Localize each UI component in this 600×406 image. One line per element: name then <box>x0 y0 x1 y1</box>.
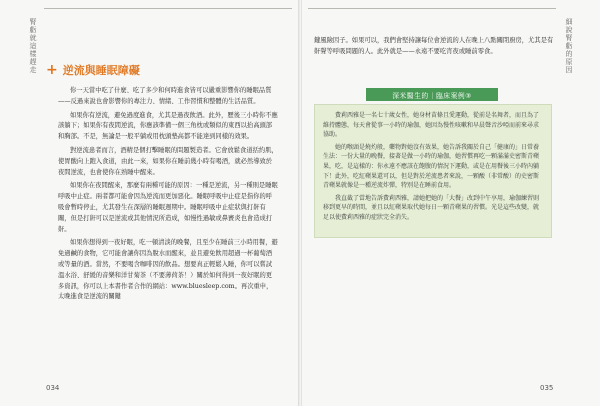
left-paragraph: 如果你有逆流，避免過度進食，尤其是過夜飲酒。此外，歷後三小時你不應該躺下；如果你有夜間逆流，你應該準備一個三角枕或類似的東西以抬高頭部和胸部。不是，無論是一般平躺或用枕頭墊高都不能達到同樣的效果。 <box>58 111 278 141</box>
right-page-number: 035 <box>540 384 554 392</box>
section-title: 逆流與睡眠障礙 <box>62 64 140 77</box>
left-paragraph: 如果你想得到一夜好眠，吃一頓清淡的晚餐，且至少在睡前三小時用餐，避免過鹹的食物，它可能會讓你因為脫水而醒來，並且避免飲用超過一杯葡萄酒或等量的酒。當然，不要喝含咖啡因的飲品。想要真正輕鬆入睡，你可以嘗試溫水浴、舒緩的音樂和洋甘菊茶（不要薄荷茶！）關於如何得到一夜好眠的更多資訊，你可以上本書作者合作的網站：www.bluesleep.com。再次重申，太晚進食是逆流的關鍵 <box>58 239 278 301</box>
right-continuation: 鍵風險因子。如果可以，我們會堅持讓每位會逆流的人在晚上八點關閉廚房，尤其是有鼾聲等呼吸問題的人。此外就是——永遠不要吃宵夜或睡前零食。 <box>314 37 554 55</box>
case-paragraph: 費莉西雅是一名七十歲女性，她身材苗條且愛運動，從前是名舞者，而且為了維持體態，每天會從事一小時的瑜伽，她因為慢性咳嗽和早晨聲音沙啞而前來尋求協助。 <box>323 112 540 139</box>
case-paragraph: 她的喉頭是燒灼般，藥物對她沒有效果，她告訴我關於自己「健康的」日常養生法：一份大量的晚餐，接著是做一小時的瑜伽，她習慣再吃一顆滿滿史密斯青蘋果，吃，是這樣的：你永遠不應該在飽腹的情況下運動，或是在用餐後三小時內躺下！此外，吃紅蘋果還可以，但是對於逆流患者來說，一顆酸（非常酸）的史密斯青蘋果就像是一種逆流炸彈，特別是在睡前食用。 <box>323 143 540 190</box>
plus-icon: + <box>46 62 58 78</box>
right-running-title: 細說腎虧的原因 <box>565 18 573 74</box>
case-study-title: 深米醫生的｜臨床案例③ <box>366 88 498 101</box>
left-running-title: 腎虧就這樣趕走 <box>29 18 37 74</box>
left-paragraph: 如果你在夜間醒來，那麼有兩種可能的原因：一種是逆流，另一種則是睡眠呼吸中止症。兩者都可能會因為逆流而更加惡化。睡眠呼吸中止症是指你的呼吸會暫時停止，尤其發生在深層的睡眠週期中。睡眠呼吸中止症狀與打鼾有關，但是打鼾可以是逆流或其他情況所造成，如慢性過敏或鼻竇炎也會造成打鼾。 <box>58 182 278 233</box>
left-body-text <box>58 86 278 306</box>
right-body-text <box>314 36 554 58</box>
case-study-box <box>314 104 552 238</box>
left-paragraph: 你一天當中吃了什麼、吃了多少和何時進食皆可以嚴重影響你的睡眠品質——反過來說也會影響你的專注力、情緒、工作習慣和整體的生活品質。 <box>58 87 272 105</box>
left-top-rule <box>44 8 292 9</box>
right-top-rule <box>308 8 556 9</box>
section-heading <box>46 62 140 78</box>
left-paragraph: 對逆流患者而言，酒精是個打擊睡眠的問題製造者。它會放鬆食道括約肌，使胃酸向上跑入食道，由此一來，如果你在睡前幾小時有喝酒，就必然導致於夜間逆流，也會使你在熟睡中醒來。 <box>58 146 278 176</box>
case-paragraph: 我直截了當地告訴費莉西雅，請她把她的「大餐」改到中午享用，瑜伽練習則移到更早的時間，並且以紅蘋果取代她每日一顆青蘋果的習慣。光是這些改變，就足以使費莉西雅的症狀完全消失。 <box>323 194 540 221</box>
left-page-number: 034 <box>46 384 60 392</box>
book-gutter <box>298 0 302 406</box>
